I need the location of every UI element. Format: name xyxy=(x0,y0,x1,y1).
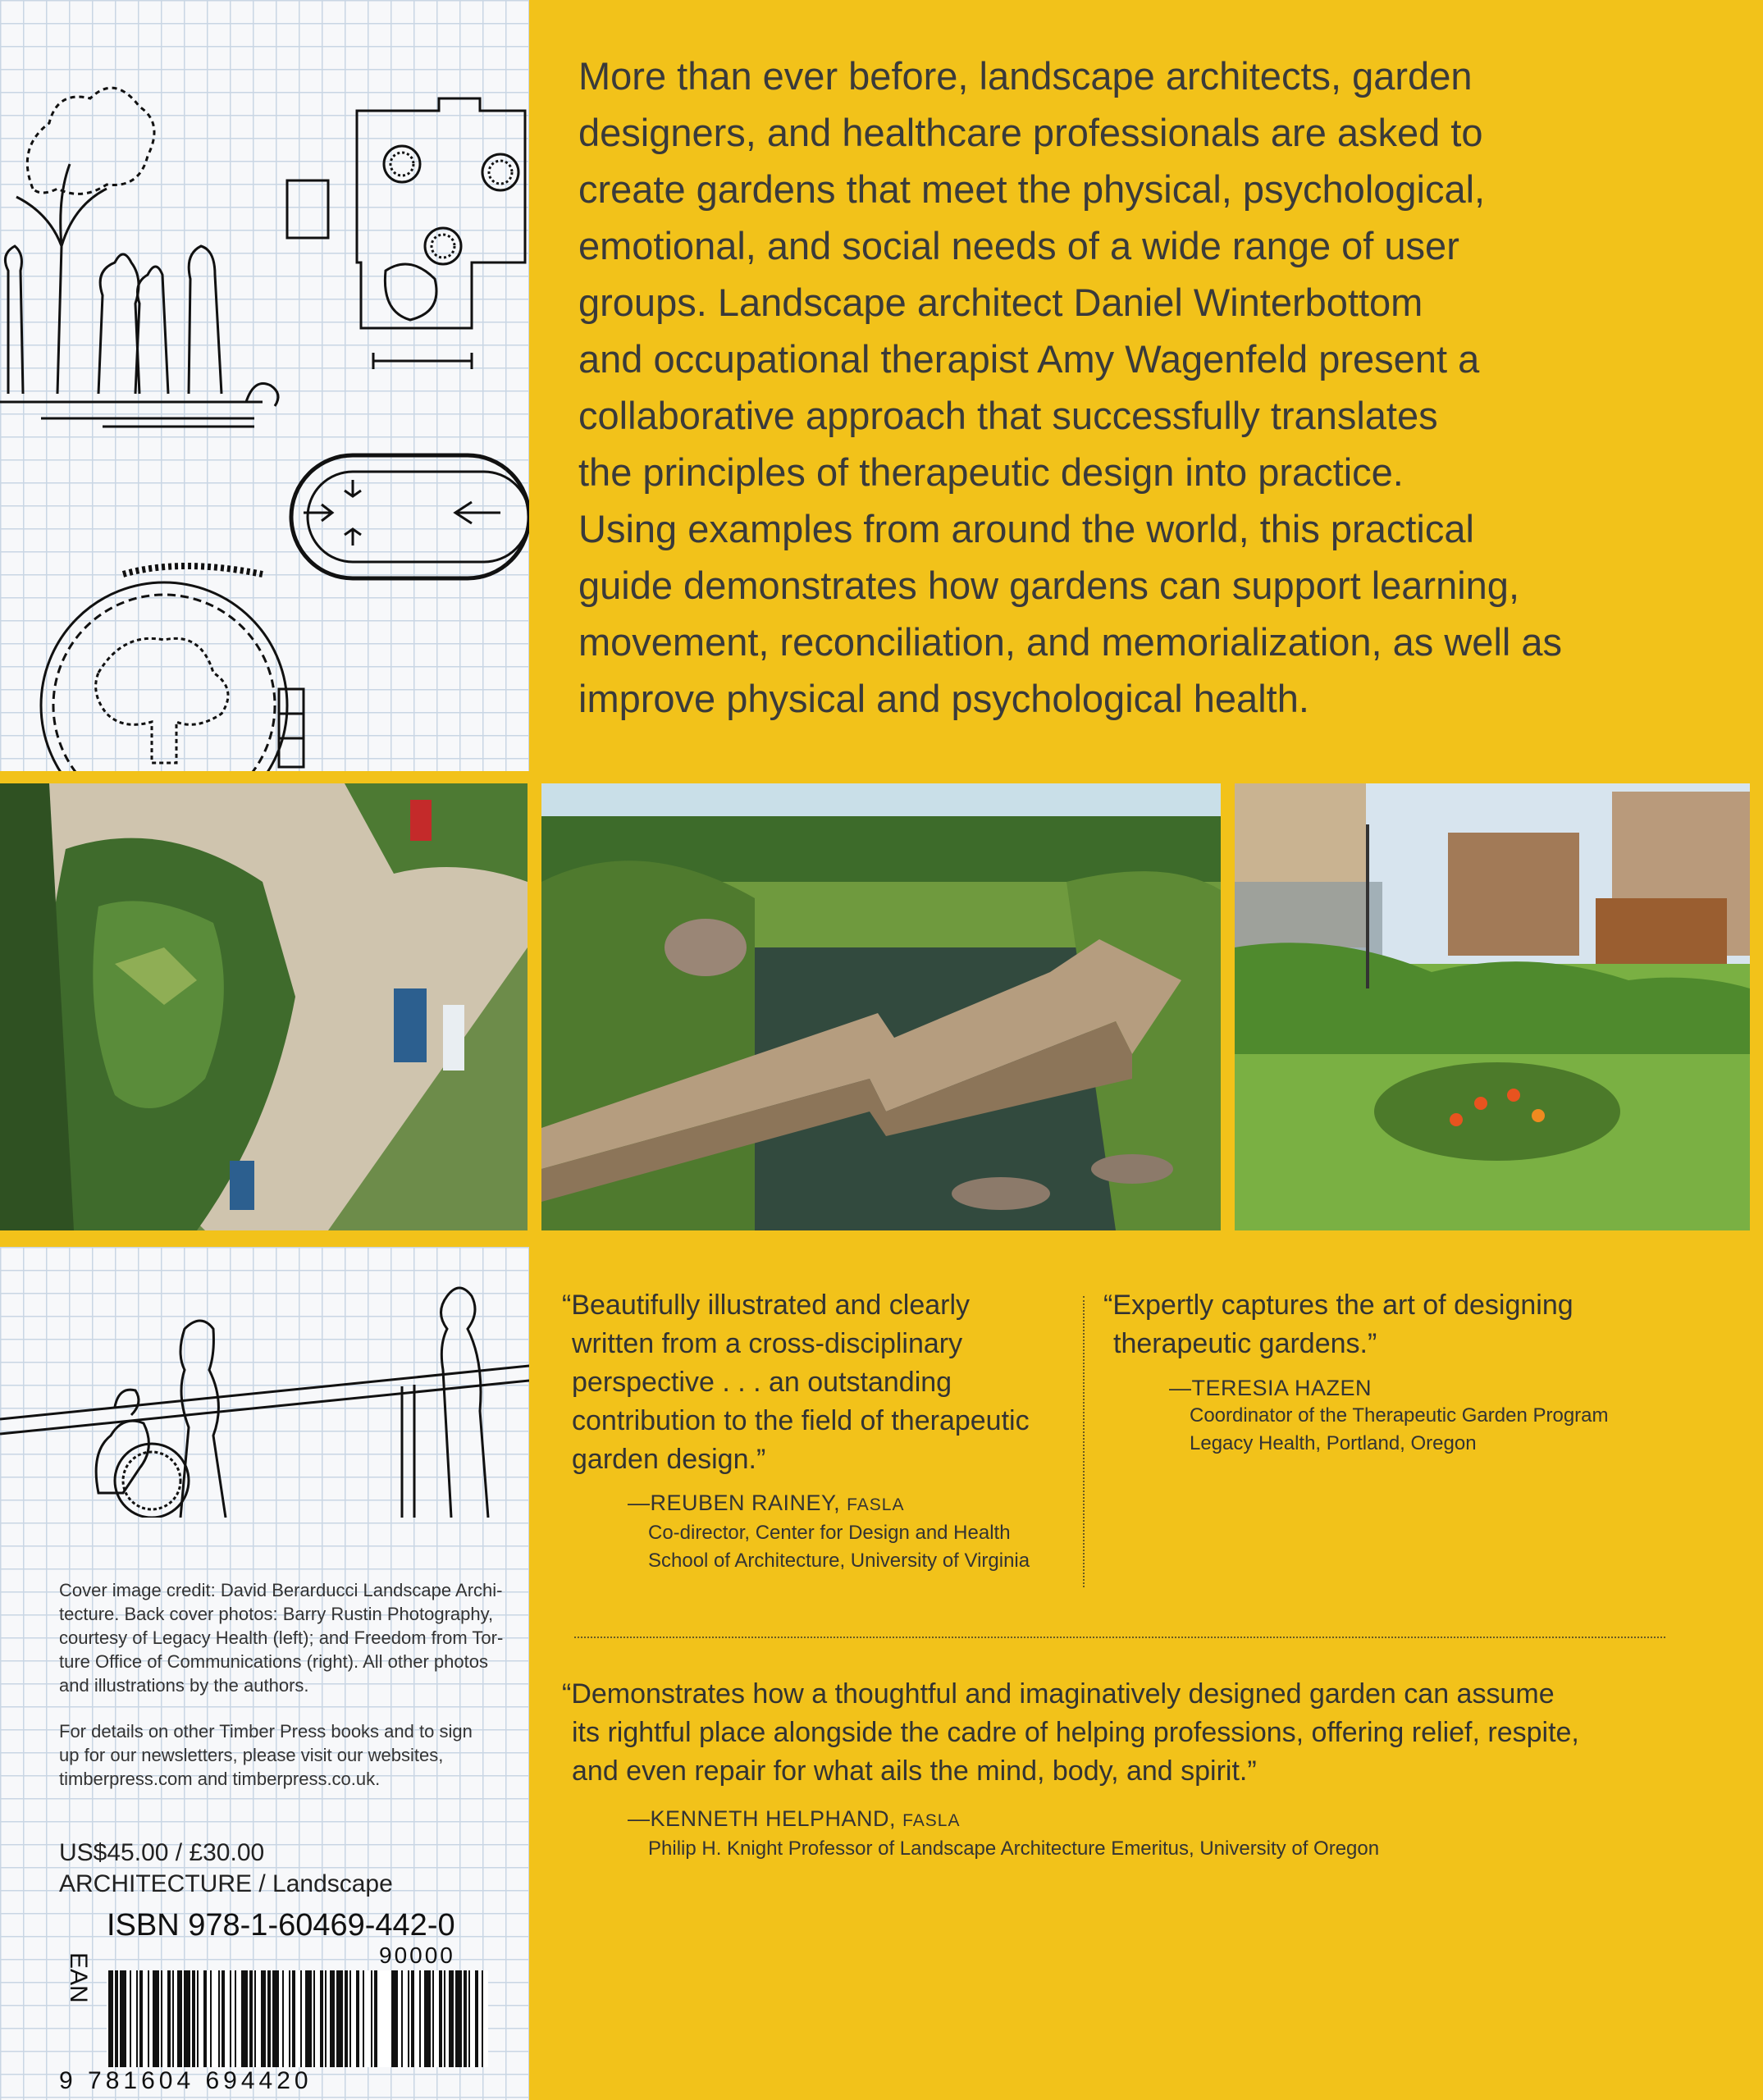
quote-line: written from a cross-disciplinary xyxy=(572,1328,963,1359)
intro-line: emotional, and social needs of a wide range of user xyxy=(578,224,1459,267)
barcode xyxy=(107,1970,488,2067)
reviewer-title: Co-director, Center for Design and Health xyxy=(648,1522,1011,1544)
quote-line: “Expertly captures the art of designing xyxy=(1103,1290,1573,1321)
price-amount: US$45.00 / £30.00 xyxy=(59,1839,265,1866)
review-quote-hazen xyxy=(1103,1286,1573,1363)
column-divider xyxy=(1083,1296,1085,1587)
quote-line: contribution to the field of therapeutic xyxy=(572,1405,1030,1436)
sketch-panel-top xyxy=(0,0,529,783)
review-attribution-rainey xyxy=(628,1489,1030,1575)
intro-line: Using examples from around the world, this practical xyxy=(578,507,1474,550)
quote-line: garden design.” xyxy=(572,1444,766,1475)
intro-line: More than ever before, landscape architects, garden xyxy=(578,54,1473,98)
credit-line: tecture. Back cover photos: Barry Rustin Photography, xyxy=(59,1604,494,1624)
section-divider xyxy=(574,1637,1665,1638)
quote-line: perspective . . . an outstanding xyxy=(572,1367,952,1398)
intro-line: collaborative approach that successfully translates xyxy=(578,394,1438,437)
newsletter-line: For details on other Timber Press books and to sign xyxy=(59,1721,473,1742)
barcode-number: 9 781604 694420 xyxy=(59,2067,313,2094)
newsletter-line: up for our newsletters, please visit our websites, xyxy=(59,1745,444,1765)
reviewer-name: —REUBEN RAINEY, FASLA xyxy=(628,1491,905,1515)
garden-sketch-illustration xyxy=(0,0,529,783)
reviews-panel xyxy=(529,1247,1763,2100)
intro-line: designers, and healthcare professionals are asked to xyxy=(578,111,1483,154)
reviewer-name: —KENNETH HELPHAND, FASLA xyxy=(628,1806,961,1831)
credit-line: courtesy of Legacy Health (left); and Freedom from Tor- xyxy=(59,1628,504,1648)
credit-line: and illustrations by the authors. xyxy=(59,1675,309,1696)
subject-category: ARCHITECTURE / Landscape xyxy=(59,1870,393,1897)
intro-line: improve physical and psychological health. xyxy=(578,677,1309,720)
intro-line: guide demonstrates how gardens can support learning, xyxy=(578,564,1520,607)
sketch-panel-bottom xyxy=(0,1247,529,2100)
intro-line: groups. Landscape architect Daniel Winterbottom xyxy=(578,281,1423,324)
wheelchair-ramp-sketch xyxy=(0,1247,529,1518)
quote-line: “Demonstrates how a thoughtful and imaginatively designed garden can assume xyxy=(562,1678,1555,1710)
reviewer-title: Coordinator of the Therapeutic Garden Program xyxy=(1190,1404,1609,1427)
photo-credits xyxy=(59,1578,503,1697)
credit-line: ture Office of Communications (right). All other photos xyxy=(59,1651,488,1672)
credit-line: Cover image credit: David Berarducci Landscape Archi- xyxy=(59,1580,503,1600)
reviewer-title: Philip H. Knight Professor of Landscape Architecture Emeritus, University of Oregon xyxy=(648,1838,1380,1860)
reviewer-title: School of Architecture, University of Virginia xyxy=(648,1550,1030,1572)
photo-boardwalk-pond xyxy=(541,783,1221,1230)
photo-courtyard-garden xyxy=(0,783,528,1230)
barcode-addon-number: 90000 xyxy=(379,1942,455,1968)
review-quote-rainey xyxy=(562,1286,1030,1479)
quote-line: “Beautifully illustrated and clearly xyxy=(562,1290,971,1321)
reviewer-name: —TERESIA HAZEN xyxy=(1169,1376,1372,1400)
intro-line: the principles of therapeutic design into practice. xyxy=(578,450,1404,494)
review-quote-helphand xyxy=(562,1675,1579,1791)
intro-line: and occupational therapist Amy Wagenfeld present a xyxy=(578,337,1480,381)
review-attribution-helphand xyxy=(628,1805,1379,1863)
ean-label: EAN xyxy=(65,1952,92,2003)
quote-line: and even repair for what ails the mind, body, and spirit.” xyxy=(572,1755,1257,1787)
newsletter-line: timberpress.com and timberpress.co.uk. xyxy=(59,1769,381,1789)
intro-paragraph xyxy=(578,48,1727,727)
quote-line: therapeutic gardens.” xyxy=(1113,1328,1377,1359)
intro-panel xyxy=(529,0,1763,783)
barcode-bars xyxy=(107,1970,488,2067)
isbn-number: ISBN 978-1-60469-442-0 xyxy=(107,1908,455,1942)
reviewer-title: Legacy Health, Portland, Oregon xyxy=(1190,1432,1477,1454)
intro-line: create gardens that meet the physical, psychological, xyxy=(578,167,1486,211)
intro-line: movement, reconciliation, and memorialization, as well as xyxy=(578,620,1563,664)
newsletter-info xyxy=(59,1719,473,1791)
review-attribution-hazen xyxy=(1169,1374,1609,1458)
quote-line: its rightful place alongside the cadre of helping professions, offering relief, respite, xyxy=(572,1717,1579,1748)
photo-rooftop-garden xyxy=(1235,783,1750,1230)
price-block xyxy=(59,1838,393,1900)
